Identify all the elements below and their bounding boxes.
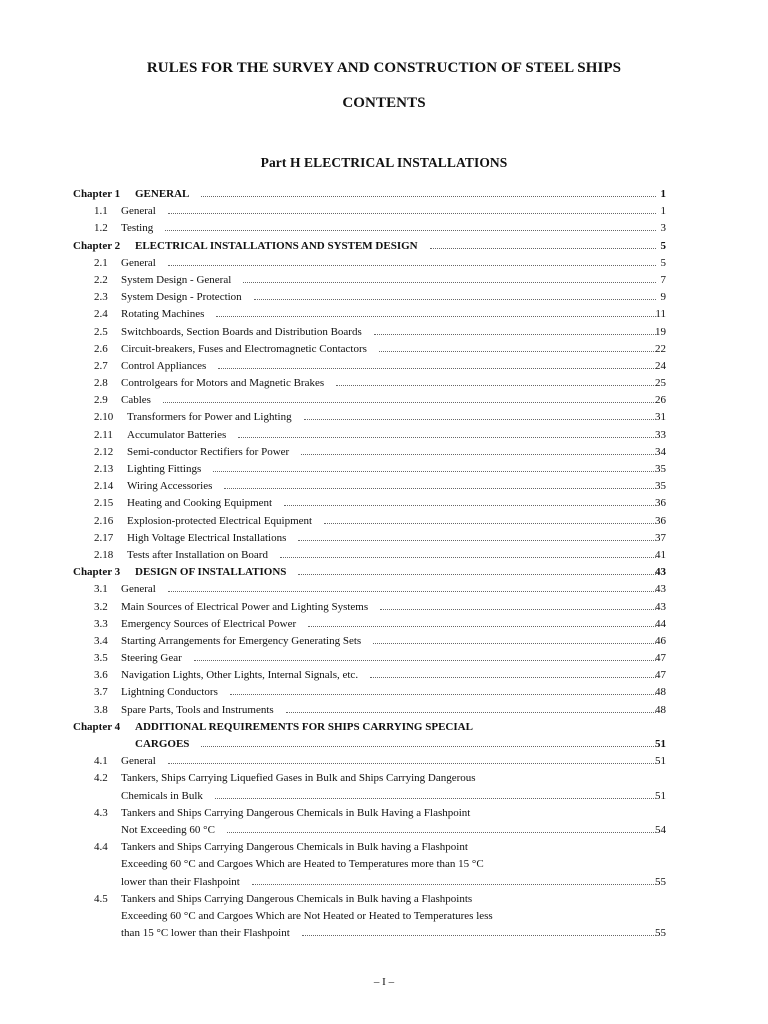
toc-leader-dots: [227, 822, 656, 839]
toc-entry-title: Emergency Sources of Electrical Power: [121, 617, 297, 630]
toc-entry-title: General: [121, 256, 156, 269]
toc-entry-row[interactable]: [0, 530, 768, 547]
toc-entry-title: than 15 °C lower than their Flashpoint: [121, 927, 290, 940]
toc-entry-title: ADDITIONAL REQUIREMENTS FOR SHIPS CARRYING SPECIAL: [135, 720, 473, 733]
toc-entry-title: GENERAL: [135, 188, 190, 200]
toc-leader-dots: [165, 220, 656, 237]
toc-entry-number: 2.4: [94, 308, 108, 321]
toc-page-number: 51: [655, 738, 666, 750]
toc-entry-title: Steering Gear: [121, 652, 182, 665]
toc-entry-title: Semi-conductor Rectifiers for Power: [127, 445, 290, 458]
toc-page-number: 46: [655, 634, 666, 647]
toc-entry-title: Tankers and Ships Carrying Dangerous Chemicals in Bulk having a Flashpoint: [121, 841, 468, 854]
toc-page-number: 43: [655, 600, 666, 613]
toc-entry-row[interactable]: [0, 581, 768, 598]
toc-entry-title: Tests after Installation on Board: [127, 548, 268, 561]
toc-entry-number: 4.1: [94, 755, 108, 768]
toc-entry-number: 3.2: [94, 600, 108, 613]
toc-entry-title: Switchboards, Section Boards and Distribution Boards: [121, 325, 362, 338]
toc-entry-title: General: [121, 205, 156, 218]
toc-entry-title: lower than their Flashpoint: [121, 875, 240, 888]
toc-entry-row[interactable]: [0, 702, 768, 719]
toc-leader-dots: [168, 753, 656, 770]
toc-page-number: 48: [655, 686, 666, 699]
toc-page-number: 34: [655, 445, 666, 458]
toc-leader-dots: [298, 564, 656, 581]
toc-entry-number: 3.7: [94, 686, 108, 699]
toc-leader-dots: [243, 272, 656, 289]
toc-entry-title: Chemicals in Bulk: [121, 789, 203, 802]
toc-entry-number: 2.1: [94, 256, 108, 269]
toc-entry-title: General: [121, 583, 156, 596]
toc-entry-row[interactable]: [0, 513, 768, 530]
toc-entry-number: 2.15: [94, 497, 114, 510]
toc-page-number: 5: [660, 256, 666, 269]
toc-entry-row[interactable]: [0, 375, 768, 392]
toc-entry-title: Not Exceeding 60 °C: [121, 823, 215, 836]
toc-page-number: 1: [660, 205, 666, 218]
toc-entry-number: 4.2: [94, 772, 108, 785]
toc-page-number: 26: [655, 394, 666, 407]
toc-page-number: 55: [655, 927, 666, 940]
toc-entry-number: 2.16: [94, 514, 114, 527]
page-footer: – I –: [373, 976, 395, 988]
toc-leader-dots: [379, 341, 656, 358]
toc-entry-number: Chapter 2: [73, 239, 121, 252]
toc-entry-row[interactable]: [0, 805, 768, 822]
toc-entry-row[interactable]: [0, 444, 768, 461]
toc-entry-title: CARGOES: [135, 738, 190, 750]
toc-page-number: 48: [655, 703, 666, 716]
toc-leader-dots: [304, 409, 656, 426]
toc-entry-row[interactable]: [0, 839, 768, 856]
toc-page-number: 33: [655, 428, 666, 441]
toc-entry-row[interactable]: [0, 289, 768, 306]
toc-entry-title: Exceeding 60 °C and Cargoes Which are Heated to Temperatures more than 15 °C: [121, 858, 484, 871]
toc-entry-title: Heating and Cooking Equipment: [127, 497, 273, 510]
toc-page-number: 22: [655, 342, 666, 355]
toc-entry-number: 4.3: [94, 806, 108, 819]
toc-entry-number: 2.14: [94, 480, 114, 493]
toc-entry-title: Cables: [121, 394, 151, 407]
toc-leader-dots: [168, 581, 656, 598]
toc-entry-row[interactable]: [0, 358, 768, 375]
toc-entry-title: DESIGN OF INSTALLATIONS: [135, 566, 287, 579]
toc-entry-row[interactable]: [0, 392, 768, 409]
toc-entry-row[interactable]: [0, 203, 768, 220]
toc-entry-row[interactable]: [0, 788, 768, 805]
toc-page-number: 1: [660, 188, 666, 200]
toc-entry-number: Chapter 3: [73, 566, 121, 579]
document-title: RULES FOR THE SURVEY AND CONSTRUCTION OF STEEL SHIPS: [146, 60, 622, 76]
toc-entry-title: Transformers for Power and Lighting: [127, 411, 292, 424]
toc-entry-title: Lightning Conductors: [121, 686, 218, 699]
toc-entry-title: Circuit-breakers, Fuses and Electromagnetic Contactors: [121, 342, 367, 355]
toc-leader-dots: [324, 513, 656, 530]
part-heading: Part H ELECTRICAL INSTALLATIONS: [260, 155, 508, 170]
toc-entry-number: 2.17: [94, 531, 114, 544]
toc-leader-dots: [301, 444, 656, 461]
toc-entry-number: 2.2: [94, 273, 108, 286]
toc-entry-number: 3.4: [94, 634, 108, 647]
toc-leader-dots: [430, 238, 656, 255]
toc-page-number: 35: [655, 480, 666, 493]
toc-entry-row[interactable]: [0, 255, 768, 272]
toc-page-number: 31: [655, 411, 666, 424]
toc-leader-dots: [373, 633, 656, 650]
toc-leader-dots: [380, 599, 656, 616]
toc-leader-dots: [216, 306, 656, 323]
toc-leader-dots: [163, 392, 656, 409]
toc-entry-row[interactable]: [0, 272, 768, 289]
toc-leader-dots: [298, 530, 656, 547]
toc-page-number: 24: [655, 359, 666, 372]
toc-entry-row[interactable]: [0, 667, 768, 684]
toc-entry-row[interactable]: [0, 409, 768, 426]
toc-page-number: 47: [655, 652, 666, 665]
toc-leader-dots: [370, 667, 656, 684]
table-of-contents: [0, 186, 768, 942]
toc-page-number: 36: [655, 497, 666, 510]
toc-page-number: 3: [660, 222, 666, 235]
toc-entry-title: Accumulator Batteries: [127, 428, 227, 441]
toc-page-number: 7: [660, 273, 666, 286]
toc-entry-title: Tankers and Ships Carrying Dangerous Chemicals in Bulk having a Flashpoints: [121, 892, 473, 905]
toc-page-number: 5: [660, 239, 666, 252]
toc-entry-title: Testing: [121, 222, 154, 235]
toc-page-number: 55: [655, 875, 666, 888]
toc-page-number: 35: [655, 463, 666, 475]
toc-entry-row[interactable]: [0, 684, 768, 701]
toc-entry-row[interactable]: [0, 736, 768, 753]
toc-entry-number: 3.1: [94, 583, 108, 596]
toc-entry-number: 2.3: [94, 291, 108, 304]
toc-entry-number: 2.12: [94, 445, 114, 458]
toc-entry-row[interactable]: [0, 478, 768, 495]
toc-entry-title: Navigation Lights, Other Lights, Internal Signals, etc.: [121, 669, 359, 682]
toc-entry-row[interactable]: [0, 547, 768, 564]
toc-page-number: 43: [655, 566, 666, 579]
toc-entry-number: Chapter 4: [73, 720, 121, 733]
toc-entry-title: General: [121, 755, 156, 768]
toc-entry-title: Spare Parts, Tools and Instruments: [121, 703, 274, 716]
toc-leader-dots: [302, 925, 656, 942]
toc-entry-number: 1.2: [94, 222, 108, 235]
toc-entry-title: Main Sources of Electrical Power and Lighting Systems: [121, 600, 369, 613]
toc-entry-number: Chapter 1: [73, 188, 121, 200]
toc-entry-row[interactable]: [0, 753, 768, 770]
toc-leader-dots: [218, 358, 656, 375]
toc-entry-row[interactable]: [0, 461, 768, 478]
contents-heading: CONTENTS: [342, 95, 426, 111]
toc-entry-row[interactable]: [0, 306, 768, 323]
toc-entry-row[interactable]: [0, 770, 768, 787]
toc-leader-dots: [252, 874, 656, 891]
toc-leader-dots: [201, 186, 656, 203]
toc-chapter-row[interactable]: [0, 564, 768, 581]
toc-entry-number: 2.9: [94, 394, 108, 407]
toc-entry-row[interactable]: [0, 633, 768, 650]
toc-leader-dots: [254, 289, 656, 306]
toc-entry-row[interactable]: [0, 220, 768, 237]
toc-entry-row[interactable]: [0, 925, 768, 942]
toc-leader-dots: [215, 788, 656, 805]
toc-page-number: 41: [655, 548, 666, 561]
toc-entry-number: 2.10: [94, 411, 114, 424]
toc-page-number: 37: [655, 531, 666, 544]
toc-entry-title: High Voltage Electrical Installations: [127, 531, 287, 544]
toc-entry-number: 2.13: [94, 463, 114, 475]
toc-chapter-row[interactable]: [0, 238, 768, 255]
toc-entry-title: Tankers, Ships Carrying Liquefied Gases in Bulk and Ships Carrying Dangerous: [121, 772, 476, 785]
toc-entry-row[interactable]: [0, 874, 768, 891]
toc-entry-title: Explosion-protected Electrical Equipment: [127, 514, 313, 527]
toc-entry-row[interactable]: [0, 650, 768, 667]
toc-entry-title: Exceeding 60 °C and Cargoes Which are Not Heated or Heated to Temperatures less: [121, 909, 493, 922]
toc-leader-dots: [194, 650, 656, 667]
toc-entry-title: Lighting Fittings: [127, 463, 202, 475]
toc-entry-title: Tankers and Ships Carrying Dangerous Chemicals in Bulk Having a Flashpoint: [121, 806, 471, 819]
toc-leader-dots: [280, 547, 656, 564]
toc-leader-dots: [201, 736, 656, 753]
toc-entry-row[interactable]: [0, 856, 768, 873]
toc-leader-dots: [336, 375, 656, 392]
toc-leader-dots: [168, 203, 656, 220]
toc-page-number: 43: [655, 583, 666, 596]
toc-entry-row[interactable]: [0, 822, 768, 839]
toc-leader-dots: [230, 684, 656, 701]
toc-entry-title: System Design - General: [121, 273, 232, 286]
toc-page-number: 11: [655, 308, 666, 321]
toc-leader-dots: [308, 616, 656, 633]
toc-leader-dots: [213, 461, 656, 478]
toc-entry-title: Starting Arrangements for Emergency Generating Sets: [121, 634, 362, 647]
toc-entry-row[interactable]: [0, 341, 768, 358]
toc-entry-title: Rotating Machines: [121, 308, 205, 321]
toc-entry-title: Controlgears for Motors and Magnetic Brakes: [121, 377, 325, 390]
toc-chapter-row[interactable]: [0, 719, 768, 736]
toc-leader-dots: [284, 495, 656, 512]
toc-entry-number: 1.1: [94, 205, 108, 218]
toc-entry-number: 2.7: [94, 359, 108, 372]
toc-entry-title: Control Appliances: [121, 359, 207, 372]
toc-entry-number: 2.18: [94, 548, 114, 561]
toc-entry-number: 3.6: [94, 669, 108, 682]
toc-page-number: 51: [655, 755, 666, 768]
toc-page-number: 19: [655, 325, 666, 338]
toc-page-number: 9: [660, 291, 666, 304]
toc-entry-row[interactable]: [0, 616, 768, 633]
toc-entry-row[interactable]: [0, 495, 768, 512]
toc-entry-number: 3.3: [94, 617, 108, 630]
toc-entry-row[interactable]: [0, 427, 768, 444]
toc-leader-dots: [168, 255, 656, 272]
toc-entry-title: System Design - Protection: [121, 291, 242, 304]
toc-page-number: 47: [655, 669, 666, 682]
toc-entry-number: 2.8: [94, 377, 108, 390]
toc-entry-title: Wiring Accessories: [127, 480, 213, 493]
toc-entry-number: 4.4: [94, 841, 108, 854]
toc-leader-dots: [224, 478, 656, 495]
toc-entry-number: 3.5: [94, 652, 108, 665]
toc-entry-title: ELECTRICAL INSTALLATIONS AND SYSTEM DESIGN: [135, 239, 418, 252]
toc-page-number: 54: [655, 823, 666, 836]
toc-page-number: 36: [655, 514, 666, 527]
toc-leader-dots: [286, 702, 656, 719]
toc-entry-row[interactable]: [0, 599, 768, 616]
toc-leader-dots: [374, 324, 656, 341]
toc-entry-number: 2.11: [94, 428, 113, 441]
toc-entry-row[interactable]: [0, 908, 768, 925]
toc-leader-dots: [238, 427, 656, 444]
toc-entry-number: 2.6: [94, 342, 108, 355]
toc-chapter-row[interactable]: [0, 186, 768, 203]
toc-entry-row[interactable]: [0, 324, 768, 341]
toc-page-number: 25: [655, 377, 666, 390]
toc-page-number: 51: [655, 789, 666, 802]
toc-entry-row[interactable]: [0, 891, 768, 908]
toc-page-number: 44: [655, 617, 666, 630]
toc-entry-number: 4.5: [94, 892, 108, 905]
toc-entry-number: 2.5: [94, 325, 108, 338]
toc-entry-number: 3.8: [94, 703, 108, 716]
